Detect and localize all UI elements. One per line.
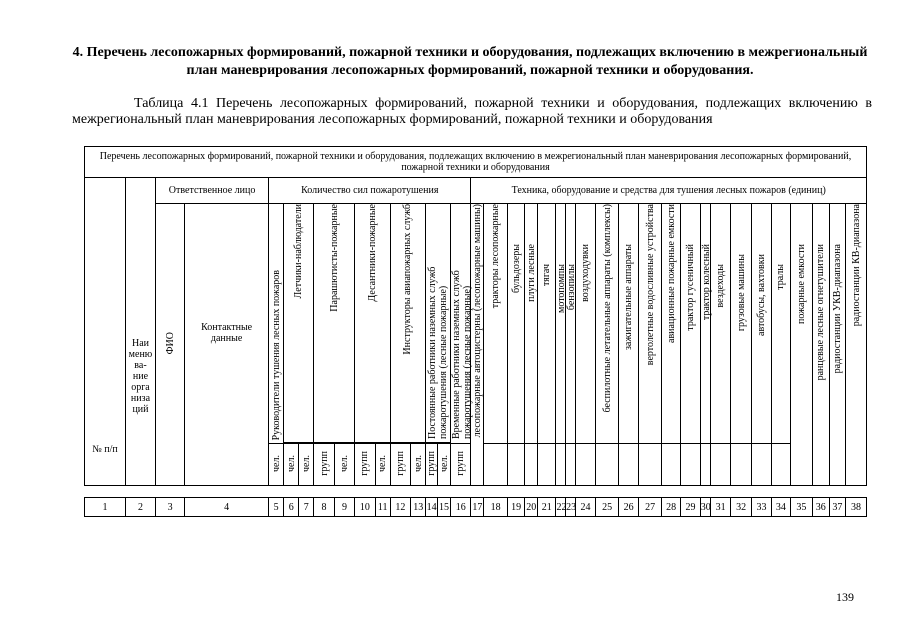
- header-equip-21: радиостанции КВ-диапазона: [846, 204, 867, 486]
- colnum: 37: [829, 498, 845, 517]
- header-equip-14: вездеходы: [711, 204, 730, 444]
- unit-12: групп: [390, 444, 410, 486]
- colnum: 1: [85, 498, 126, 517]
- header-equip-4: тягач: [538, 204, 556, 444]
- header-equip-7: воздуходувки: [575, 204, 595, 444]
- colnum: 32: [730, 498, 752, 517]
- unit-5: чел.: [269, 444, 284, 486]
- equipment-table: [84, 146, 867, 517]
- colnum: 27: [639, 498, 662, 517]
- header-equip-12: трактор гусеничный: [681, 204, 700, 444]
- unit-22: [556, 444, 566, 486]
- unit-16: групп: [450, 444, 470, 486]
- header-equip-3: плуги лесные: [525, 204, 538, 444]
- colnum: 9: [334, 498, 354, 517]
- colnum: 36: [812, 498, 829, 517]
- header-force-2: Парашютисты-пожарные: [314, 204, 355, 443]
- colnum: 24: [575, 498, 595, 517]
- table-title: Перечень лесопожарных формирований, пожарной техники и оборудования, подлежащих включению в межрегиональный план маневрирования лесопожарных формирований, пожарной техники и оборудования: [85, 147, 867, 178]
- colnum: 2: [125, 498, 155, 517]
- colnum: 15: [438, 498, 451, 517]
- header-equip-9: зажигательные аппараты: [618, 204, 638, 444]
- unit-15: чел.: [438, 444, 451, 486]
- colnum: 12: [390, 498, 410, 517]
- header-equip-5: мотопомпы: [556, 204, 566, 444]
- colnum: 38: [846, 498, 867, 517]
- unit-25: [596, 444, 619, 486]
- colnum: 33: [752, 498, 771, 517]
- unit-9: чел.: [334, 444, 354, 486]
- header-equip-2: бульдозеры: [508, 204, 525, 444]
- colnum: 4: [185, 498, 269, 517]
- colnum: 17: [471, 498, 484, 517]
- colnum: 16: [450, 498, 470, 517]
- colnum: 13: [411, 498, 426, 517]
- header-equip-20: радиостанции УКВ-диапазона: [829, 204, 845, 486]
- header-forces: Количество сил пожаротушения: [269, 178, 471, 204]
- colnum: 25: [596, 498, 619, 517]
- header-force-1: Летчики-наблюдатели: [284, 204, 314, 443]
- header-responsible: Ответственное лицо: [156, 178, 269, 204]
- header-equip-13: трактор колесный: [700, 204, 711, 444]
- unit-26: [618, 444, 638, 486]
- unit-11: чел.: [375, 444, 390, 486]
- colnum: 7: [299, 498, 314, 517]
- column-numbers-row: [85, 498, 867, 517]
- colnum: 18: [484, 498, 508, 517]
- colnum: 20: [525, 498, 538, 517]
- colnum: 19: [508, 498, 525, 517]
- colnum: 14: [426, 498, 438, 517]
- page-number: 139: [836, 590, 854, 604]
- table-caption: Таблица 4.1 Перечень лесопожарных формирований, пожарной техники и оборудования, подлежащих включению в межрегиональный план маневрирования лесопожарных формирований, пожарной техники и оборудования: [72, 96, 872, 127]
- header-equip-0: лесопожарные автоцистерны (лесопожарные машины): [471, 204, 484, 486]
- unit-30: [700, 444, 711, 486]
- colnum: 10: [355, 498, 375, 517]
- header-equip-11: авиационные пожарные емкости: [661, 204, 680, 444]
- colnum: 34: [771, 498, 790, 517]
- header-force-5: Постоянные работники наземных служб пожаротушения (лесные пожарные): [426, 204, 451, 443]
- header-force-4: Инструкторы авиапожарных служб: [390, 204, 426, 443]
- colnum: 35: [791, 498, 813, 517]
- header-equip-17: тралы: [771, 204, 790, 444]
- header-equip-19: ранцевые лесные огнетушители: [812, 204, 829, 486]
- unit-23: [566, 444, 576, 486]
- unit-10: групп: [355, 444, 375, 486]
- colnum: 6: [284, 498, 299, 517]
- unit-33: [752, 444, 771, 486]
- header-equip-1: тракторы лесопожарные: [484, 204, 508, 444]
- unit-24: [575, 444, 595, 486]
- table-gap: [85, 486, 867, 498]
- colnum: 22: [556, 498, 566, 517]
- colnum: 28: [661, 498, 680, 517]
- unit-8: групп: [314, 444, 334, 486]
- header-force-3: Десантники-пожарные: [355, 204, 391, 443]
- header-equip-8: беспилотные летательные аппараты (комплексы): [596, 204, 619, 444]
- colnum: 29: [681, 498, 700, 517]
- unit-7: чел.: [299, 444, 314, 486]
- header-organization: Наи меню ва- ние орга низа ций: [125, 178, 155, 486]
- unit-20: [525, 444, 538, 486]
- colnum: 30: [700, 498, 711, 517]
- unit-21: [538, 444, 556, 486]
- colnum: 21: [538, 498, 556, 517]
- colnum: 26: [618, 498, 638, 517]
- header-equip-18: пожарные емкости: [791, 204, 813, 486]
- header-contacts: Контактные данные: [185, 204, 269, 486]
- unit-13: чел.: [411, 444, 426, 486]
- header-equip-15: грузовые машины: [730, 204, 752, 444]
- section-heading: 4. Перечень лесопожарных формирований, пожарной техники и оборудования, подлежащих включению в межрегиональный план маневрирования лесопожарных формирований, пожарной техники и оборудования.: [72, 45, 868, 78]
- unit-6: чел.: [284, 444, 299, 486]
- header-equip-16: автобусы, вахтовки: [752, 204, 771, 444]
- header-number: № п/п: [85, 178, 126, 486]
- colnum: 5: [269, 498, 284, 517]
- colnum: 11: [375, 498, 390, 517]
- unit-18: [484, 444, 508, 486]
- unit-27: [639, 444, 662, 486]
- unit-34: [771, 444, 790, 486]
- unit-32: [730, 444, 752, 486]
- colnum: 3: [156, 498, 185, 517]
- unit-19: [508, 444, 525, 486]
- header-force-0: Руководители тушения лесных пожаров: [269, 204, 284, 444]
- header-equip-10: вертолетные водосливные устройства: [639, 204, 662, 444]
- unit-31: [711, 444, 730, 486]
- header-force-6: Временные работники наземных служб пожаротушения (лесные пожарные): [450, 204, 470, 444]
- unit-14: групп: [426, 444, 438, 486]
- header-equip-6: бензопилы: [566, 204, 576, 444]
- header-fio: ФИО: [156, 204, 185, 486]
- unit-28: [661, 444, 680, 486]
- unit-29: [681, 444, 700, 486]
- colnum: 31: [711, 498, 730, 517]
- colnum: 8: [314, 498, 334, 517]
- header-equipment: Техника, оборудование и средства для тушения лесных пожаров (единиц): [471, 178, 867, 204]
- colnum: 23: [566, 498, 576, 517]
